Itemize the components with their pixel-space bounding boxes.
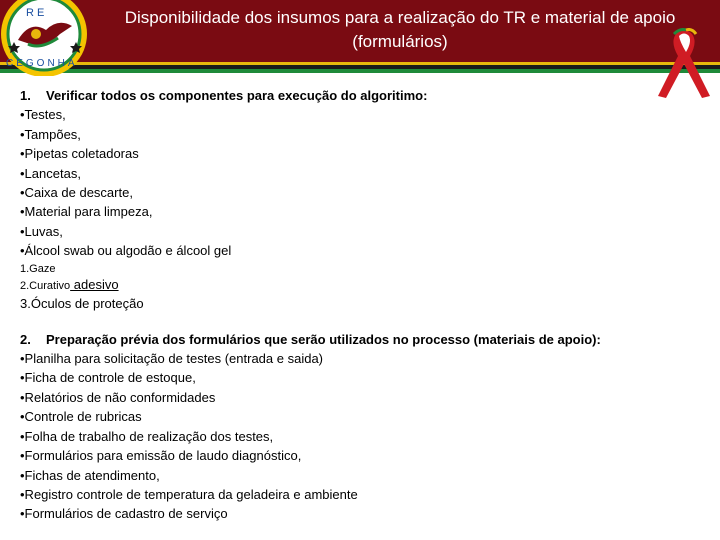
list-item: •Folha de trabalho de realização dos testes, [20, 428, 274, 444]
rede-cegonha-logo [0, 0, 96, 76]
list-item: •Formulários de cadastro de serviço [20, 506, 228, 522]
stripe-green [0, 69, 720, 73]
list-item: •Pipetas coletadoras [20, 146, 139, 162]
title-line-1: Disponibilidade dos insumos para a realização do TR e material de apoio [124, 8, 676, 27]
list-item: •Álcool swab ou algodão e álcool gel [20, 243, 232, 259]
curativo-prefix: 2.Curativo [20, 279, 71, 292]
list-item: •Planilha para solicitação de testes (entrada e saida) [20, 351, 324, 367]
curativo-item [20, 277, 710, 294]
list-item: •Lancetas, [20, 165, 81, 181]
list-item: •Registro controle de temperatura da geladeira e ambiente [20, 486, 358, 502]
list-item: •Ficha de controle de estoque, [20, 370, 196, 386]
list-item: •Material para limpeza, [20, 204, 153, 220]
title-line-2: (formulários) [352, 32, 448, 51]
section1-heading-text: Verificar todos os componentes para execução do algoritimo: [46, 88, 428, 103]
section2-heading [20, 330, 710, 349]
section2-number: 2. [20, 331, 31, 347]
section-gap [20, 314, 710, 330]
section2-heading-text: Preparação prévia dos formulários que serão utilizados no processo (materiais de apoio): [46, 331, 601, 347]
gaze-item: 1.Gaze [20, 262, 56, 275]
list-item: •Formulários para emissão de laudo diagnóstico, [20, 448, 302, 464]
header-stripes [0, 62, 720, 76]
list-item: •Caixa de descarte, [20, 185, 133, 201]
section1-heading [20, 86, 710, 105]
curativo-suffix: adesivo [70, 276, 119, 292]
section1-list [20, 105, 710, 260]
list-item: •Luvas, [20, 223, 63, 239]
oculos-item: 3.Óculos de proteção [20, 295, 144, 311]
logo-top-text: R E [26, 7, 45, 19]
list-item: •Tampões, [20, 126, 81, 142]
page-title [90, 6, 710, 54]
section2-list [20, 349, 710, 524]
section1-number: 1. [20, 88, 31, 103]
list-item: •Fichas de atendimento, [20, 467, 160, 483]
content [20, 86, 710, 524]
logo-bottom-text: CEGONHA [6, 58, 78, 69]
list-item: •Controle de rubricas [20, 409, 142, 425]
list-item: •Testes, [20, 107, 66, 123]
list-item: •Relatórios de não conformidades [20, 389, 216, 405]
